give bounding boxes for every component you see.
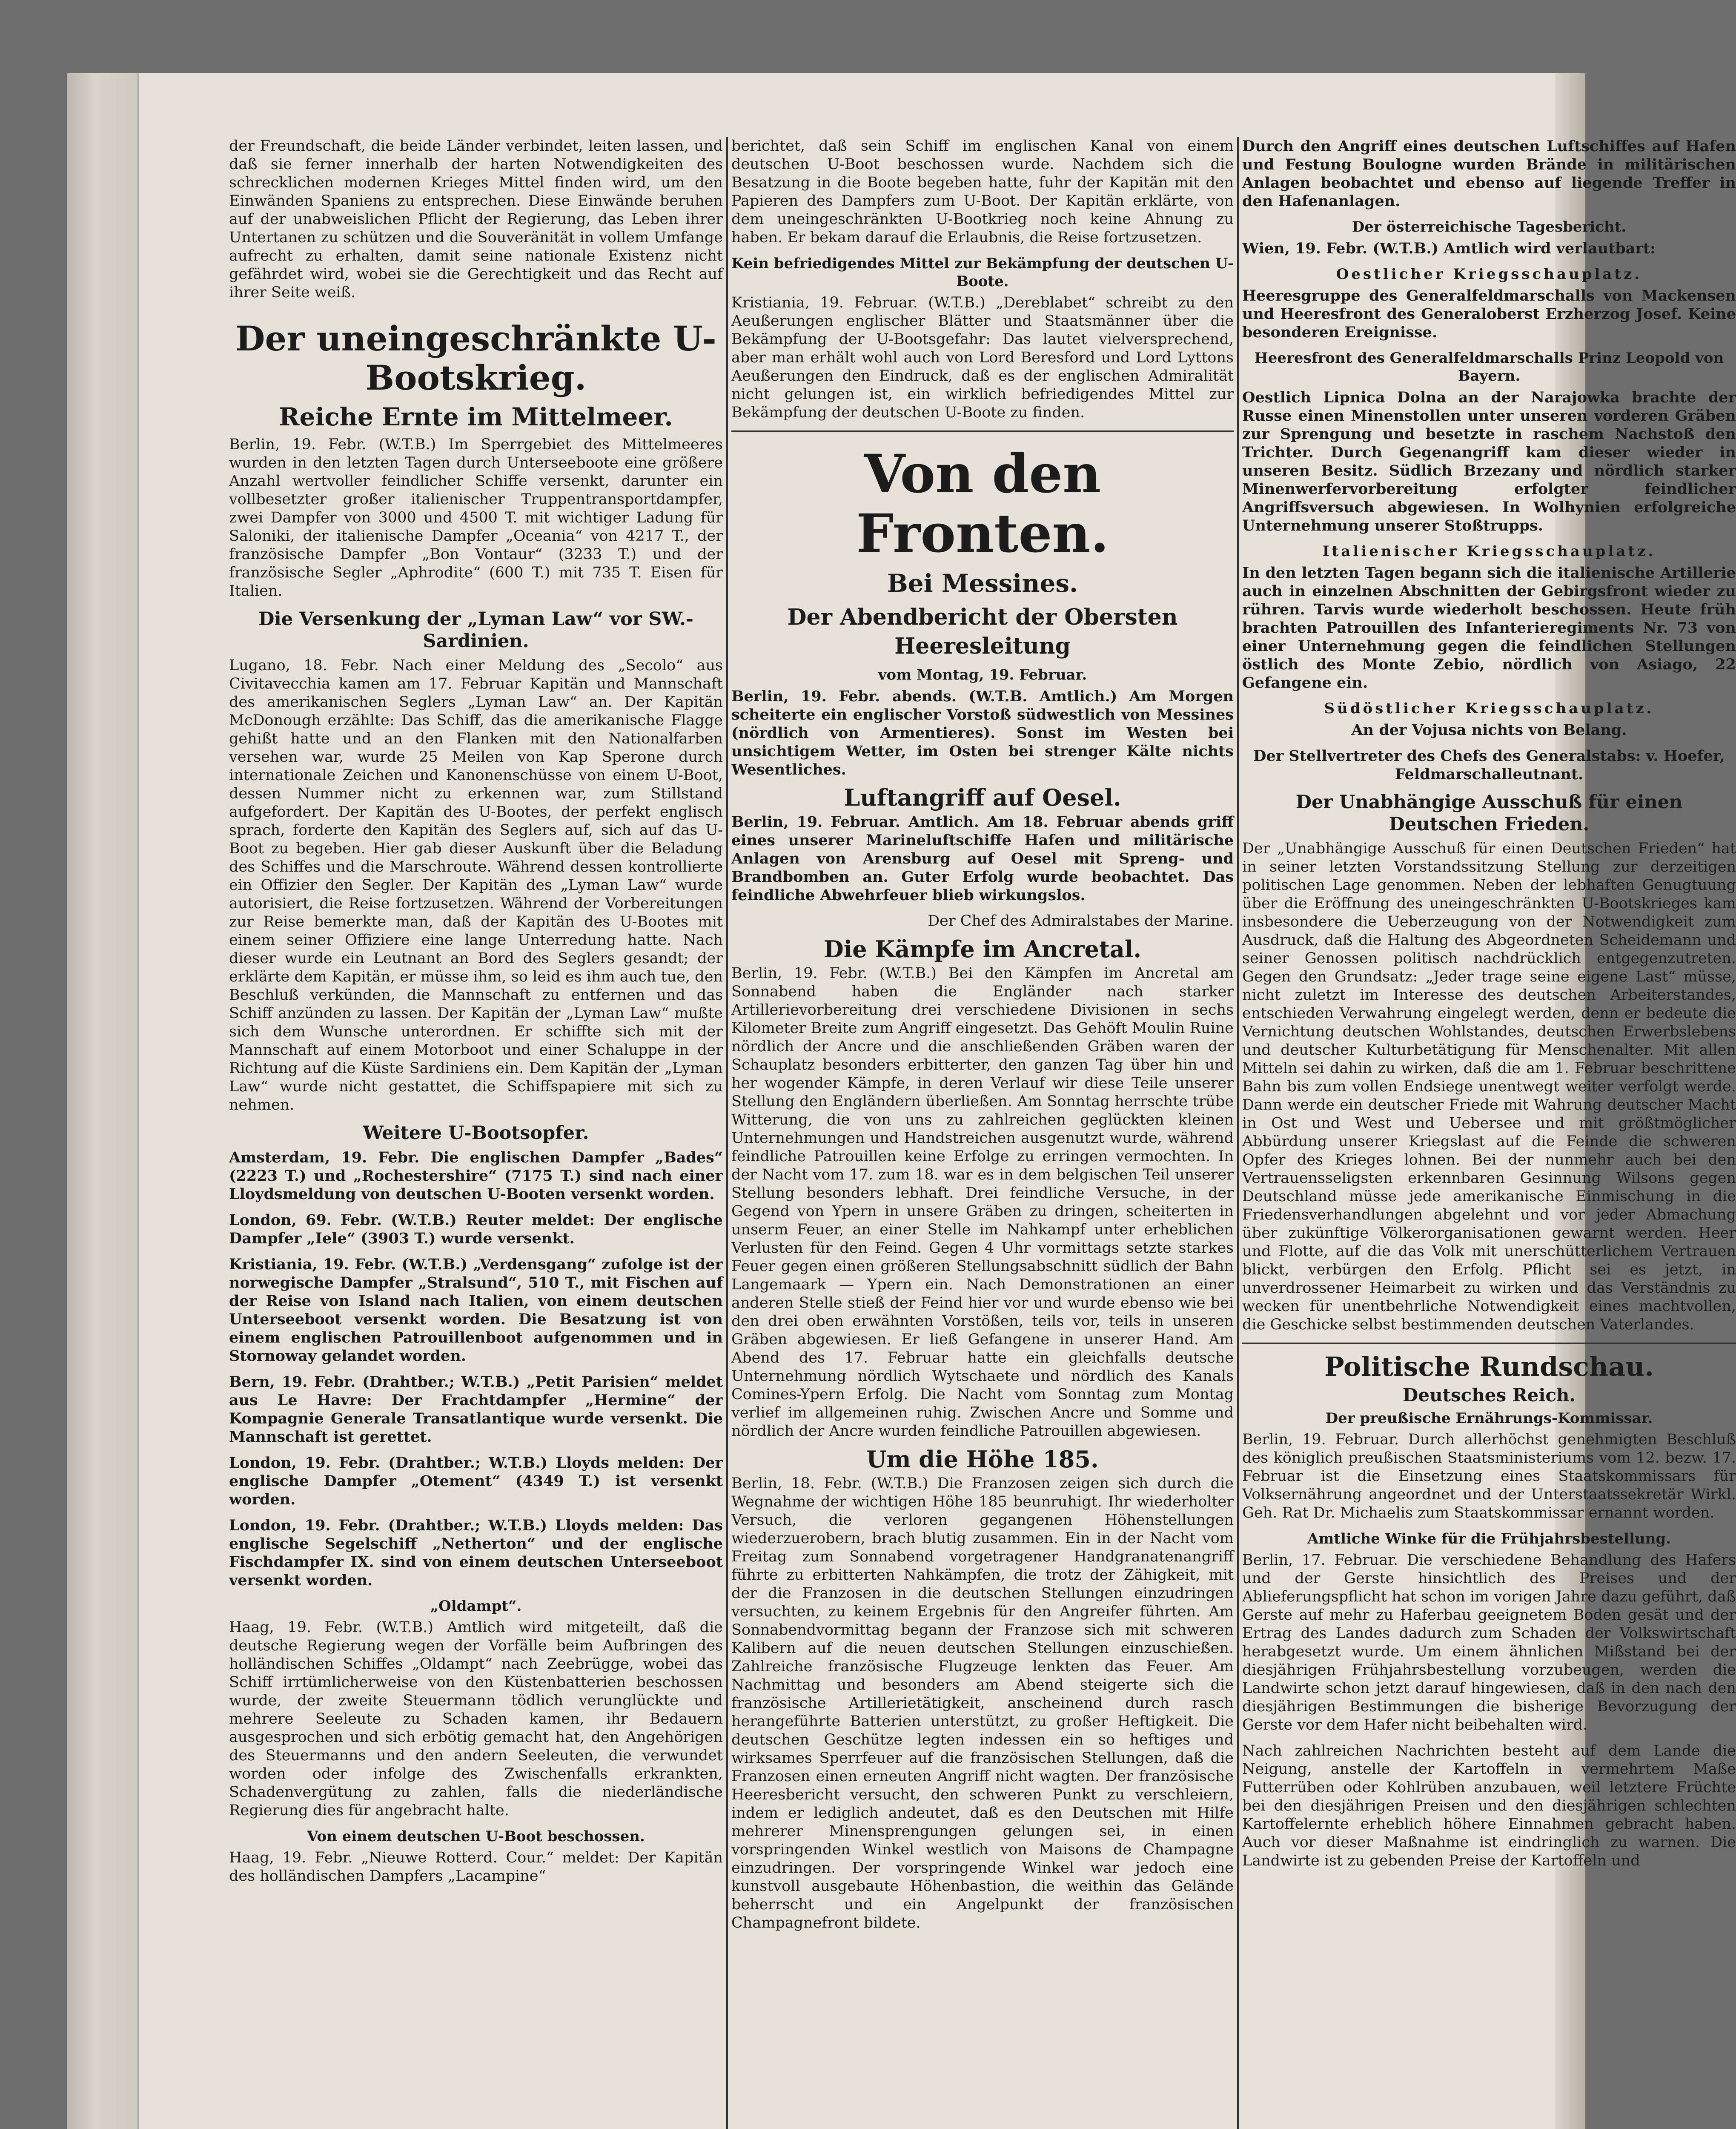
section-heading: Italienischer Kriegsschauplatz. bbox=[1322, 543, 1656, 560]
signature: Der Stellvertreter des Chefs des Generalstabs: v. Hoefer, Feldmarschalleutnant. bbox=[1253, 747, 1725, 783]
headline: Der uneingeschränkte U-Bootskrieg. bbox=[235, 318, 716, 398]
article-text: Berlin, 19. Febr. abends. (W.T.B. Amtlich.) Am Morgen scheiterte ein englischer Vorstoß südwestlich von Messines (nördlich von Armentieres). Sonst im Westen bei unsichtigem Wetter, im Osten bei strenger Kälte nichts Wesentliches. bbox=[731, 688, 1234, 778]
article-text: An der Vojusa nichts von Belang. bbox=[1351, 721, 1627, 739]
headline: Von den Fronten. bbox=[856, 443, 1109, 565]
article-text: Berlin, 19. Febr. (W.T.B.) Im Sperrgebiet des Mittelmeeres wurden in den letzten Tagen durch Unterseeboote eine größere Anzahl wertvoller feindlicher Schiffe versenkt, darunter ein vollbesetzter großer italienischer Truppentransportdampfer, zwei Dampfer von 3000 und 4500 T. mit wichtiger Ladung für Saloniki, der italienische Dampfer „Oceania“ von 4217 T., der französische Dampfer „Bon Vontaur“ (3233 T.) und der französische Segler „Aphrodite“ (600 T.) mit 735 T. Eisen für Italien. bbox=[229, 436, 723, 600]
section-heading: Um die Höhe 185. bbox=[866, 1446, 1099, 1473]
subheadline: Bei Messines. bbox=[887, 569, 1078, 598]
subheadline: Deutsches Reich. bbox=[1402, 1385, 1576, 1406]
section-heading: Die Versenkung der „Lyman Law“ vor SW.-Sardinien. bbox=[258, 608, 693, 652]
news-item: Amsterdam, 19. Febr. Die englischen Dampfer „Bades“ (2223 T.) und „Rochestershire“ (7175 T.) sind nach einer Lloydsmeldung von deutschen U-Booten versenkt worden. bbox=[229, 1149, 723, 1203]
article-text: Berlin, 19. Februar. Durch allerhöchst genehmigten Beschluß des königlich preußischen Staatsministeriums vom 12. bezw. 17. Februar ist die Einsetzung eines Staatskommissars für Volksernährung angeordnet und der Unterstaatssekretär Wirkl. Geh. Rat Dr. Michaelis zum Staatskommissar ernannt worden. bbox=[1242, 1431, 1736, 1521]
column-3 bbox=[1242, 137, 1736, 1878]
article-text: Nach zahlreichen Nachrichten besteht auf dem Lande die Neigung, anstelle der Kartoffeln in vermehrtem Maße Futterrüben oder Kohlrüben anzubauen, weil letztere Früchte bei den diesjährigen Preisen und den diesjährigen schlechten Kartoffelernte erheblich höhere Einnahmen gebracht haben. Auch vor dieser Maßnahme ist eindringlich zu warnen. Die Landwirte ist zu gebenden Preise der Kartoffeln und bbox=[1242, 1742, 1736, 1869]
divider bbox=[1242, 1343, 1736, 1344]
article-text: Haag, 19. Febr. „Nieuwe Rotterd. Cour.“ meldet: Der Kapitän des holländischen Dampfers „Lacampine“ bbox=[229, 1849, 723, 1885]
news-item: London, 69. Febr. (W.T.B.) Reuter meldet: Der englische Dampfer „Iele“ (3903 T.) wurde versenkt. bbox=[229, 1211, 723, 1247]
divider bbox=[731, 430, 1234, 432]
article-text: der Freundschaft, die beide Länder verbindet, leiten lassen, und daß sie ferner innerhalb der harten Notwendigkeiten des schrecklichen modernen Krieges Mittel finden wird, um den Einwänden Spaniens zu entsprechen. Diese Einwände beruhen auf der unabweislichen Pflicht der Regierung, das Leben ihrer Untertanen zu schützen und die Souveränität in vollem Umfange aufrecht zu erhalten, damit seine nationale Existenz nicht gefährdet wird, wobei sie die Gerechtigkeit und das Recht auf ihrer Seite weiß. bbox=[229, 138, 723, 301]
section-heading: Von einem deutschen U-Boot beschossen. bbox=[307, 1828, 645, 1845]
article-text: Oestlich Lipnica Dolna an der Narajowka brachte der Russe einen Minenstollen unter unseren vorderen Gräben zur Sprengung und besetzte in raschem Nachstoß den Trichter. Durch Gegenangriff kam dieser wieder in unseren Besitz. Südlich Brzezany und nördlich starker Minenwerfervorbereitung erfolgter feindlicher Angriffsversuch abgewiesen. In Wolhynien erfolgreiche Unternehmung unserer Stoßtrupps. bbox=[1242, 389, 1736, 534]
column-2 bbox=[731, 137, 1234, 1940]
subheadline: Reiche Ernte im Mittelmeer. bbox=[279, 402, 673, 431]
section-heading: Der Unabhängige Ausschuß für einen Deutschen Frieden. bbox=[1295, 792, 1683, 835]
section-heading: Der österreichische Tagesbericht. bbox=[1352, 218, 1627, 235]
article-text: Lugano, 18. Febr. Nach einer Meldung des „Secolo“ aus Civitavecchia kamen am 17. Februar Kapitän und Mannschaft des amerikanischen Seglers „Lyman Law“ an. Der Kapitän McDonough erzählte: Das Schiff, das die amerikanische Flagge gehißt hatte und an den Flanken mit den Nationalfarben versehen war, wurde 25 Meilen von Kap Sperone durch internationale Zeichen und Kanonenschüsse von einem U-Boot, dessen Nummer nicht zu erkennen war, zum Stillstand aufgefordert. Der Kapitän des U-Bootes, der perfekt englisch sprach, forderte den Kapitän des Seglers auf, sich auf das U-Boot zu begeben. Hier gab dieser Auskunft über die Beladung des Schiffes und die Marschroute. Während dessen kontrollierte ein Offizier den Segler. Der Kapitän des „Lyman Law“ wurde autorisiert, die Reise fortzusetzen. Während der Vorbereitungen zur Reise bemerkte man, daß der Kapitän des U-Bootes mit einem seiner Offiziere eine lange Unterredung hatte. Nach dieser wurde ein Leutnant an Bord des Seglers gesandt; der erklärte dem Kapitän, er müsse ihm, so leid es ihm auch tue, den Beschluß verkünden, die Mannschaft zu entfernen und das Schiff anzünden zu lassen. Der Kapitän der „Lyman Law“ mußte sich dem Wunsche unterordnen. Er schiffte sich mit der Mannschaft auf einem Motorboot und einer Schaluppe in der Richtung auf die Küste Sardiniens ein. Dem Kapitän der „Lyman Law“ wurde nicht gestattet, die Schiffspapiere mit sich zu nehmen. bbox=[229, 657, 723, 1113]
subheadline: Der Abendbericht der Obersten Heeresleitung bbox=[787, 604, 1178, 659]
section-heading: Luftangriff auf Oesel. bbox=[844, 784, 1121, 811]
signature: Der Chef des Admiralstabes der Marine. bbox=[928, 912, 1234, 930]
news-item: London, 19. Febr. (Drahtber.; W.T.B.) Lloyds melden: Das englische Segelschiff „Netherton“ und der englische Fischdampfer IX. sind von einem deutschen Unterseeboot versenkt worden. bbox=[229, 1517, 723, 1589]
article-text: Der „Unabhängige Ausschuß für einen Deutschen Frieden“ hat in seiner letzten Vorstandssitzung Stellung zur derzeitigen politischen Lage genommen. Neben der lebhaften Genugtuung über die Eröffnung des uneingeschränkten U-Bootskrieges kam insbesondere die Ueberzeugung von der Notwendigkeit zum Ausdruck, daß die Haltung des Abgeordneten Scheidemann und seiner Genossen politisch nachdrücklich entgegenzutreten. Gegen den Grundsatz: „Jeder trage seine eigene Last“ müsse, nicht zuletzt im Interesse des deutschen Arbeiterstandes, entschieden Verwahrung eingelegt werden, denn er bedeute die Vernichtung deutschen Wohlstandes, deutschen Erwerbslebens und deutscher Kulturbetätigung für Menschenalter. Mit allen Mitteln sei dahin zu wirken, daß die am 1. Februar beschrittene Bahn bis zum vollen Endsiege unentwegt weiter verfolgt werde. Dann werde ein deutscher Friede mit Wahrung deutscher Macht in Ost und West und Uebersee und mit größtmöglicher Abbürdung unserer Kriegslast auf die Feinde die schweren Opfer des Krieges lohnen. Bei der nunmehr auch bei den Vertrauensseligsten erkennbaren Gesinnung Wilsons gegen Deutschland müsse jede amerikanische Einmischung in die Friedensverhandlungen abgelehnt und vor jeder Abmachung über zukünftige Völkerorganisationen gewarnt werden. Heer und Flotte, auf die das Volk mit unerschütterlichem Vertrauen blickt, verbürgen den Erfolg. Pflicht sei es jetzt, in unverdrossener Heimarbeit zu wirken und das Verständnis zu wecken für unentbehrliche Notwendigkeit eines machtvollen, die Geschicke selbst bestimmenden deutschen Vaterlandes. bbox=[1242, 840, 1736, 1333]
headline: Politische Rundschau. bbox=[1324, 1351, 1654, 1382]
article-text: In den letzten Tagen begann sich die italienische Artillerie auch in einzelnen Abschnitten der Gebirgsfront wieder zu rühren. Tarvis wurde wiederholt beschossen. Heute früh brachten Patrouillen des Infanterieregiments Nr. 73 von einer Unternehmung gegen die feindlichen Stellungen östlich des Monte Zebio, nördlich von Asiago, 22 Gefangene ein. bbox=[1242, 564, 1736, 691]
news-item: Bern, 19. Febr. (Drahtber.; W.T.B.) „Petit Parisien“ meldet aus Le Havre: Der Frachtdampfer „Hermine“ der Kompagnie Generale Transatlantique wurde versenkt. Die Mannschaft ist gerettet. bbox=[229, 1373, 723, 1446]
section-heading: Südöstlicher Kriegsschauplatz. bbox=[1324, 700, 1654, 717]
column-rule bbox=[726, 137, 728, 2129]
section-heading: „Oldampt“. bbox=[430, 1598, 522, 1615]
article-text: Heeresgruppe des Generalfeldmarschalls von Mackensen und Heeresfront des Generaloberst Erzherzog Josef. Keine besonderen Ereignisse. bbox=[1242, 287, 1736, 341]
column-rule bbox=[1237, 137, 1239, 2129]
section-heading: Weitere U-Bootsopfer. bbox=[363, 1122, 589, 1144]
article-text: Berlin, 19. Februar. Amtlich. Am 18. Februar abends griff eines unserer Marineluftschiffe Hafen und militärische Anlagen von Arensburg auf Oesel mit Spreng- und Brandbomben an. Guter Erfolg wurde beobachtet. Das feindliche Abwehrfeuer blieb wirkungslos. bbox=[731, 813, 1234, 904]
news-item: Kristiania, 19. Febr. (W.T.B.) „Verdensgang“ zufolge ist der norwegische Dampfer „Stralsund“, 510 T., mit Fischen auf der Reise von Island nach Italien, von einem deutschen Unterseeboot versenkt worden. Die Besatzung ist von einem englischen Patrouillenboot aufgenommen und in Stornoway gelandet worden. bbox=[229, 1256, 723, 1365]
section-heading: Oestlicher Kriegsschauplatz. bbox=[1336, 266, 1642, 283]
article-text: Kristiania, 19. Februar. (W.T.B.) „Dereblabet“ schreibt zu den Aeußerungen englischer Blätter und Staatsmänner über die Bekämpfung der U-Bootsgefahr: Das lautet vielversprechend, aber man erhält wohl auch von Lord Beresford und Lord Lyttons Aeußerungen den Eindruck, daß es der englischen Admiralität nicht gelungen ist, ein wirklich befriedigendes Mittel zur Bekämpfung der deutschen U-Boote zu finden. bbox=[731, 294, 1234, 421]
section-heading: Der preußische Ernährungs-Kommissar. bbox=[1325, 1410, 1653, 1427]
article-text: Berlin, 18. Febr. (W.T.B.) Die Franzosen zeigen sich durch die Wegnahme der wichtigen Höhe 185 beunruhigt. Ihr wiederholter Versuch, die verloren gegangenen Höhenstellungen wiederzuerobern, brach blutig zusammen. Ein in der Nacht vom Freitag zum Sonnabend vorgetragener Handgranatenangriff führte zu erbitterten Nahkämpfen, die trotz der Zähigkeit, mit der die Franzosen in die deutschen Stellungen einzudringen versuchten, zu keinem Ergebnis für den Angreifer führten. Am Sonnabendvormittag begann der Franzose sich mit schweren Kalibern auf die neuen deutschen Stellungen einzuschießen. Zahlreiche französische Flugzeuge lenkten das Feuer. Am Nachmittag und besonders am Abend steigerte sich die französische Artillerietätigkeit, anscheinend durch rasch herangeführte Batterien unterstützt, zu großer Heftigkeit. Die deutschen Geschütze legten indessen ein so heftiges und wirksames Sperrfeuer auf die französischen Stellungen, daß die Franzosen einen erneuten Angriff nicht wagten. Der französische Heeresbericht versucht, den schweren Punkt zu verschleiern, indem er lediglich andeutet, daß es den Deutschen mit Hilfe mehrerer Minensprengungen gelungen sei, in einen vorspringenden Winkel westlich von Maisons de Champagne einzudringen. Der vorspringende Winkel war jedoch eine kunstvoll ausgebaute Höhenbastion, die weithin das Gelände beherrscht und ein Angelpunkt der französischen Champagnefront bildete. bbox=[731, 1475, 1234, 1931]
article-text: Durch den Angriff eines deutschen Luftschiffes auf Hafen und Festung Boulogne wurden Brände in militärischen Anlagen beobachtet und ebenso auf liegende Treffer in den Hafenanlagen. bbox=[1242, 138, 1736, 210]
column-1 bbox=[229, 137, 723, 1893]
article-text: Wien, 19. Febr. (W.T.B.) Amtlich wird verlautbart: bbox=[1242, 240, 1656, 257]
article-text: berichtet, daß sein Schiff im englischen Kanal von einem deutschen U-Boot beschossen wurde. Nachdem sich die Besatzung in die Boote begeben hatte, fuhr der Kapitän mit den Papieren des Dampfers zum U-Boot. Der Kapitän erklärte, von dem uneingeschränkten U-Bootkrieg noch keine Ahnung zu haben. Er bekam darauf die Erlaubnis, die Reise fortzusetzen. bbox=[731, 138, 1234, 246]
newspaper-page bbox=[67, 73, 1736, 2129]
article-text: Haag, 19. Febr. (W.T.B.) Amtlich wird mitgeteilt, daß die deutsche Regierung wegen der Vorfälle beim Aufbringen des holländischen Schiffes „Oldampt“ nach Zeebrügge, wobei das Schiff irrtümlicherweise von den Küstenbatterien beschossen wurde, der zweite Steuermann tödlich verunglückte und mehrere Seeleute zu Schaden kamen, ihr Bedauern ausgesprochen und sich erbötig gemacht hat, den Angehörigen des Steuermanns und den andern Seeleuten, die verwundet worden oder infolge des Zwischenfalls erkrankten, Schadenvergütung zu zahlen, falls die niederländische Regierung dies für angebracht halte. bbox=[229, 1619, 723, 1819]
section-heading: Amtliche Winke für die Frühjahrsbestellung. bbox=[1307, 1530, 1671, 1547]
article-text: Berlin, 19. Febr. (W.T.B.) Bei den Kämpfen im Ancretal am Sonnabend haben die Engländer nach starker Artillerievorbereitung drei verschiedene Divisionen in sechs Kilometer Breite zum Angriff eingesetzt. Das Gehöft Moulin Ruine nördlich der Ancre und die anschließenden Gräben waren der Schauplatz besonders erbitterter, den ganzen Tag über hin und her wogender Kämpfe, in deren Verlauf wir diese Teile unserer Stellung den Engländern überließen. Am Sonntag herrschte trübe Witterung, die von uns zu zahlreichen geglückten kleinen Unternehmungen und Handstreichen ausgenutzt wurde, während feindliche Patrouillen keine Erfolge zu erringen vermochten. In der Nacht vom 17. zum 18. war es in dem belgischen Teil unserer Stellung besonders lebhaft. Drei feindliche Versuche, in der Gegend von Ypern in unsere Gräben zu dringen, scheiterten in unserm Feuer, an einer Stelle im Nahkampf unter erheblichen Verlusten für den Feind. Gegen 4 Uhr vormittags setzte starkes Feuer gegen einen größeren Stellungsabschnitt südlich der Bahn Langemaark — Ypern ein. Nach Demonstrationen an einer anderen Stelle stieß der Feind hier vor und wurde ebenso wie bei den drei oben erwähnten Vorstößen, teils vor, teils in unseren Gräben abgewiesen. Er ließ Gefangene in unserer Hand. Am Abend des 17. Februar hatte ein gleichfalls deutsche Unternehmung nördlich Wytschaete und nördlich des Kanals Comines-Ypern Erfolg. Die Nacht vom Sonntag zum Montag verlief im allgemeinen ruhig. Zwischen Ancre und Somme und nördlich der Ancre wurden feindliche Patrouillen abgewiesen. bbox=[731, 965, 1234, 1440]
section-heading: Heeresfront des Generalfeldmarschalls Prinz Leopold von Bayern. bbox=[1254, 350, 1724, 384]
book-spine bbox=[67, 73, 139, 2129]
subheadline-date: vom Montag, 19. Februar. bbox=[878, 666, 1087, 683]
section-heading: Die Kämpfe im Ancretal. bbox=[823, 935, 1142, 963]
news-item: London, 19. Febr. (Drahtber.; W.T.B.) Lloyds melden: Der englische Dampfer „Otement“ (4349 T.) ist versenkt worden. bbox=[229, 1454, 723, 1508]
article-text: Berlin, 17. Februar. Die verschiedene Behandlung des Hafers und der Gerste hinsichtlich des Preises und der Ablieferungspflicht hat schon im vorigen Jahre dazu geführt, daß Gerste auf mehr zu Haferbau geeignetem Boden gesät und der Ertrag des Landes dadurch zum Schaden der Volkswirtschaft herabgesetzt wurde. Um einem ähnlichen Mißstand bei der diesjährigen Frühjahrsbestellung vorzubeugen, werden die Landwirte schon jetzt darauf hingewiesen, daß in den nach den diesjährigen Bestimmungen die bisherige Bevorzugung der Gerste vor dem Hafer nicht beibehalten wird. bbox=[1242, 1552, 1736, 1733]
section-heading: Kein befriedigendes Mittel zur Bekämpfung der deutschen U-Boote. bbox=[731, 255, 1234, 290]
